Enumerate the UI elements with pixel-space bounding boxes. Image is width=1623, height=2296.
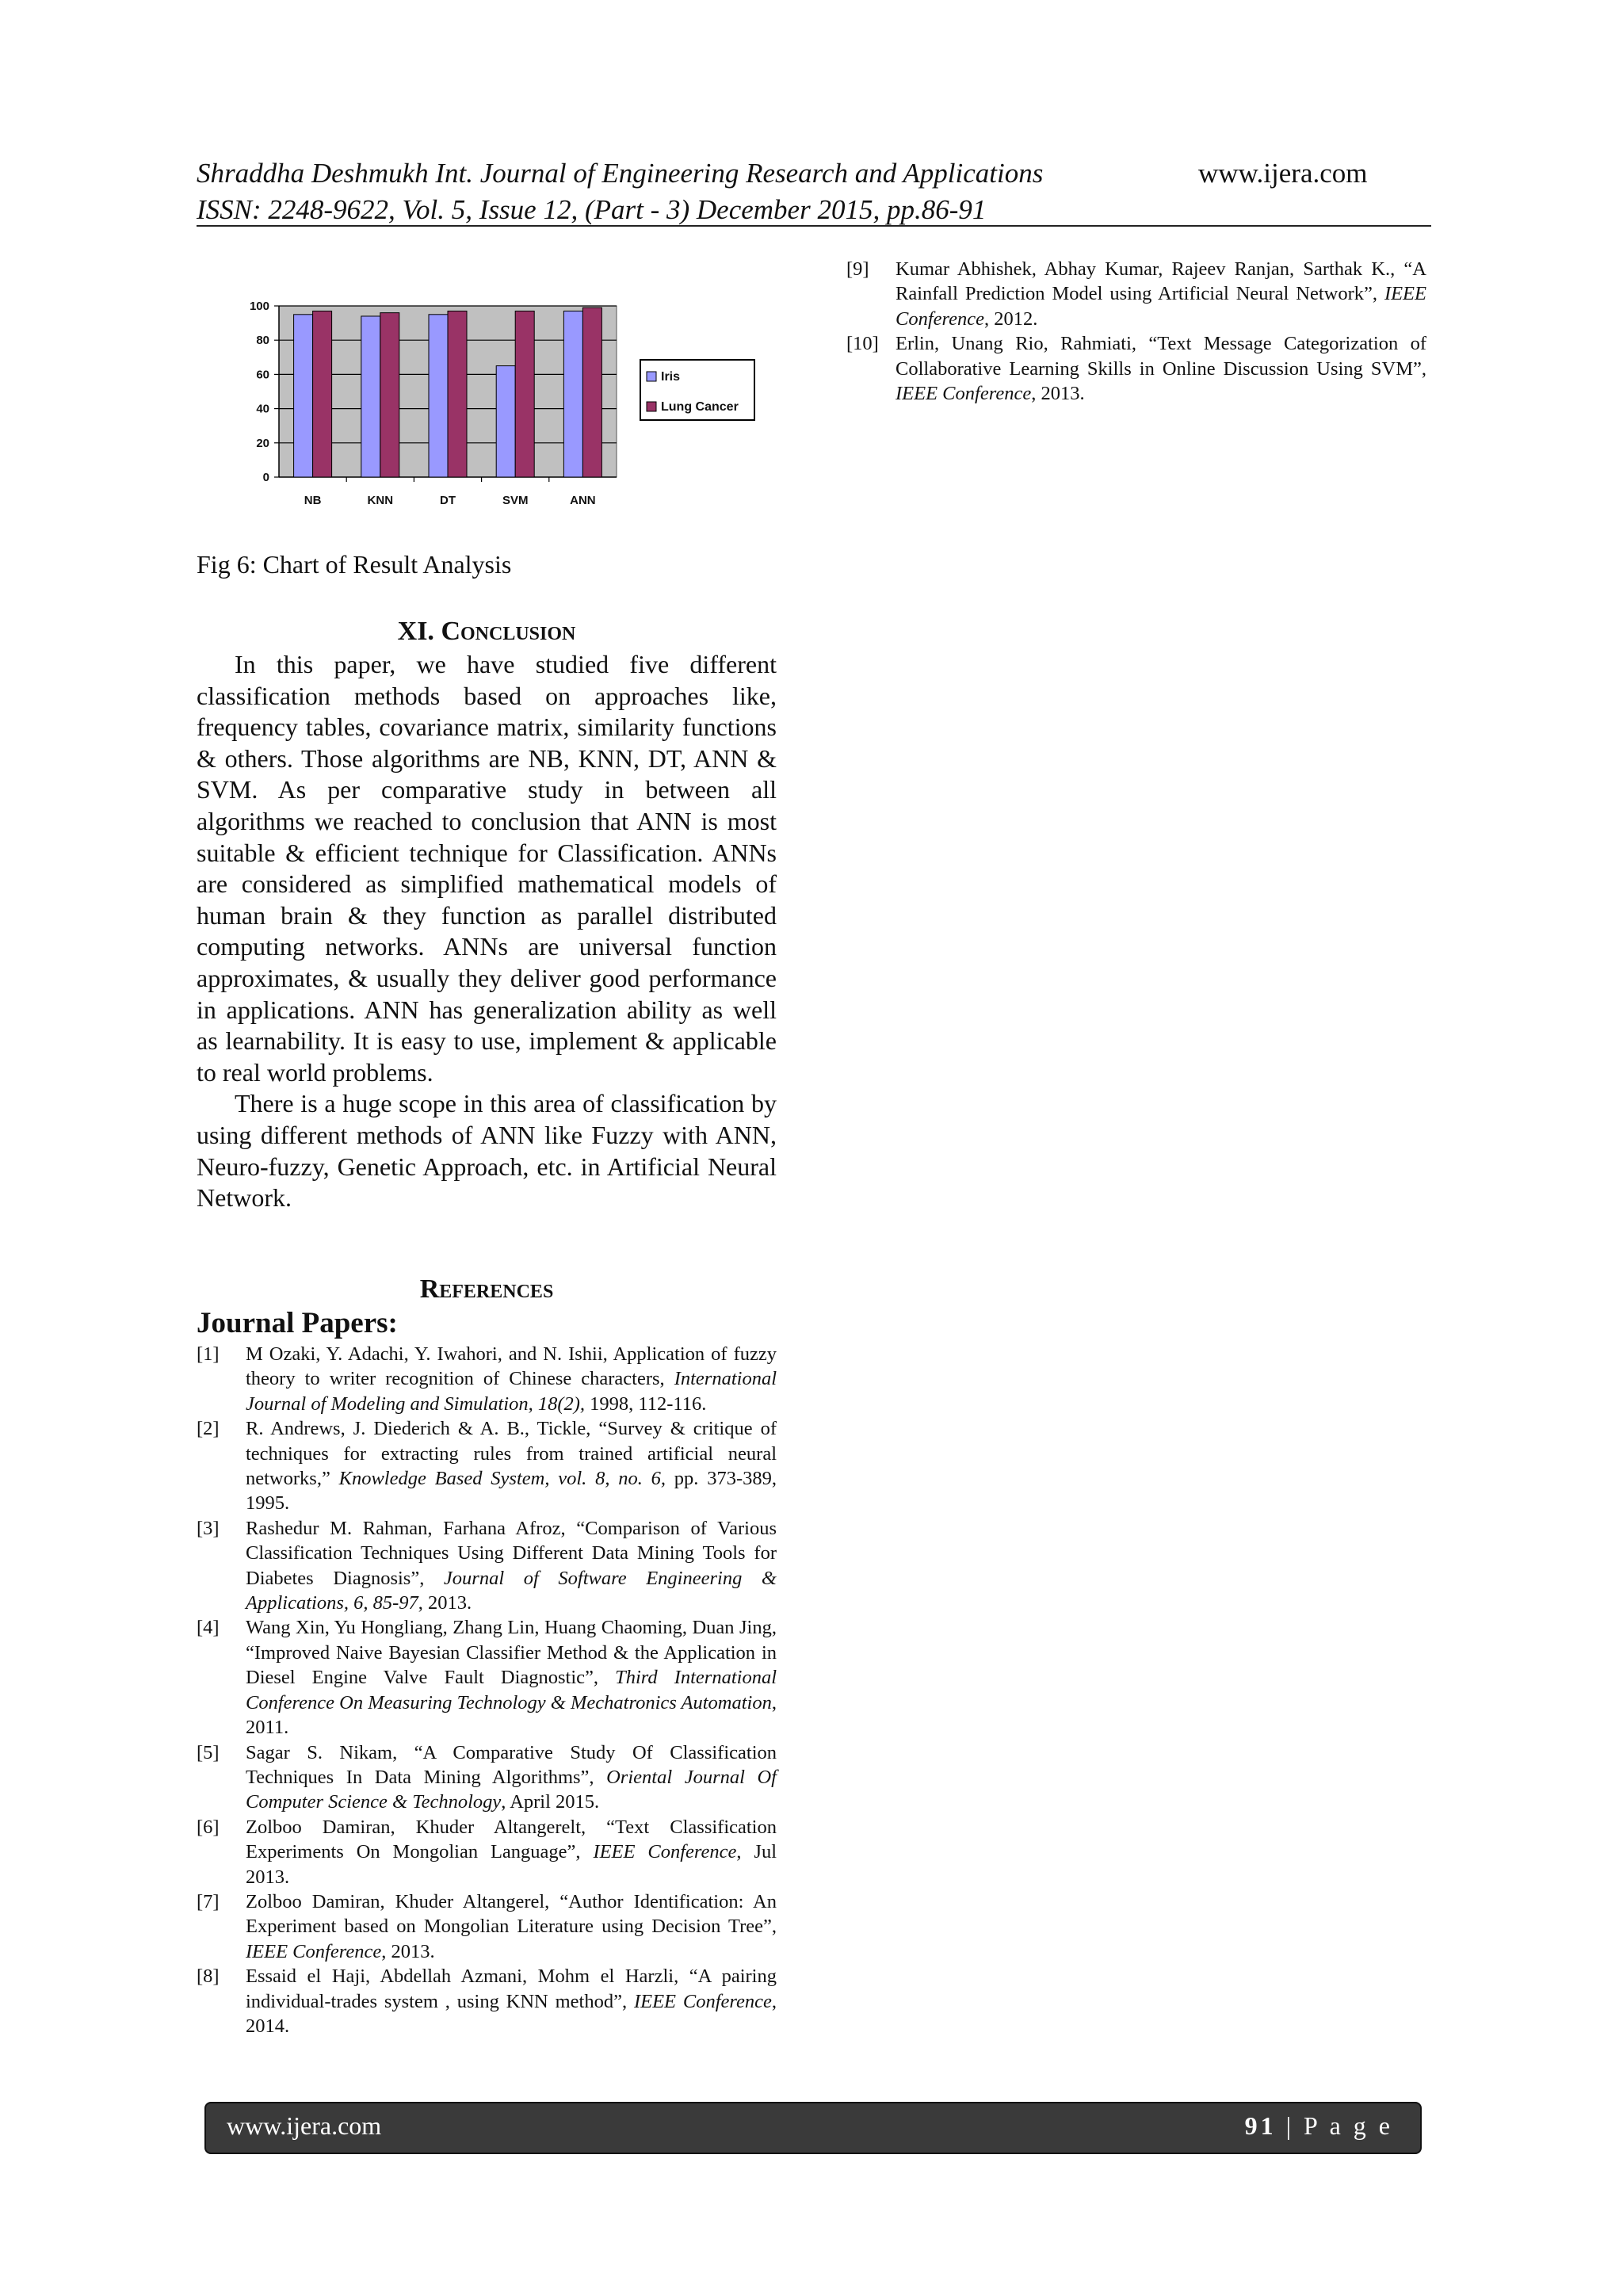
reference-text-main: R. Andrews, J. Diederich & A. B., Tickle, “Survey & critique of techniques for extracting rules from trained artificial neural networks,” [246, 1418, 777, 1490]
reference-item [197, 1342, 777, 1416]
reference-details: , April 2015. [501, 1791, 600, 1813]
reference-source: IEEE Conference [896, 383, 1032, 405]
bar-lung-cancer-dt [448, 311, 467, 477]
reference-text-main: Sagar S. Nikam, “A Comparative Study Of Classification Techniques In Data Mining Algorithms”, [246, 1741, 777, 1788]
reference-number: [9] [846, 258, 869, 280]
y-tick-label: 40 [256, 402, 269, 416]
conclusion-paragraph-1: In this paper, we have studied five different classification methods based on approaches like, frequency tables, covariance matrix, similarity functions & others. Those algorithms are NB, KNN, DT, ANN & SVM. As per comparative study in between all algorithms we reached to conclusion that ANN is most suitable & efficient technique for Classification. ANNs are considered as simplified mathematical models of human brain & they function as parallel distributed computing networks. ANNs are universal function approximates, & usually they deliver good performance in applications. ANN has generalization ability as well as learnability. It is easy to use, implement & applicable to real world problems. [197, 650, 777, 1087]
reference-details: , 2013. [1031, 383, 1085, 405]
reference-source: IEEE Conference [633, 1990, 772, 2012]
reference-details: , 2013. [418, 1592, 472, 1614]
y-tick-label: 20 [256, 436, 269, 450]
reference-text [246, 1964, 777, 2038]
legend-label: Lung Cancer [661, 400, 739, 414]
reference-details: , 2014. [246, 1990, 777, 2037]
reference-item [197, 1964, 777, 2038]
header-issn-line: ISSN: 2248-9622, Vol. 5, Issue 12, (Part - 3) December 2015, pp.86-91 [197, 194, 987, 225]
reference-item [197, 1615, 777, 1740]
reference-number: [8] [197, 1966, 220, 1988]
result-analysis-chart [214, 293, 769, 523]
reference-text-main: M Ozaki, Y. Adachi, Y. Iwahori, and N. Ishii, Application of fuzzy theory to writer recognition of Chinese characters, [246, 1343, 777, 1390]
reference-item [197, 1815, 777, 1889]
bar-iris-svm [496, 366, 515, 477]
reference-number: [1] [197, 1343, 220, 1365]
x-tick-label: KNN [367, 494, 394, 507]
reference-number: [10] [846, 333, 879, 355]
header-rule [197, 225, 1431, 227]
reference-source: Third International Conference On Measuring Technology & Mechatronics Automation [246, 1667, 777, 1713]
reference-text [246, 1615, 777, 1740]
footer-page-number [1245, 2111, 1393, 2141]
reference-source: Journal of Software Engineering & Applications, 6, 85-97 [246, 1567, 777, 1614]
y-tick-label: 100 [249, 300, 269, 313]
reference-number: [5] [197, 1741, 220, 1763]
reference-source: IEEE Conference [246, 1940, 382, 1962]
footer-bar [204, 2102, 1422, 2154]
reference-text-main: Zolboo Damiran, Khuder Altangerelt, “Text Classification Experiments On Mongolian Language”, [246, 1816, 777, 1863]
reference-text [246, 1516, 777, 1616]
x-tick-label: NB [304, 494, 322, 507]
conclusion-paragraph-2: There is a huge scope in this area of classification by using different methods of ANN like Fuzzy with ANN, Neuro-fuzzy, Genetic Approach, etc. in Artificial Neural Network. [197, 1089, 777, 1213]
reference-text [896, 257, 1426, 331]
y-tick-label: 80 [256, 334, 269, 348]
reference-details: , Jul 2013. [246, 1841, 777, 1888]
reference-text-main: Kumar Abhishek, Abhay Kumar, Rajeev Ranjan, Sarthak K., “A Rainfall Prediction Model using Artificial Neural Network”, [896, 258, 1426, 305]
reference-number: [3] [197, 1517, 220, 1539]
reference-item [846, 331, 1426, 406]
reference-details: 1998, 112-116. [585, 1392, 707, 1415]
reference-source: International Journal of Modeling and Simulation, 18(2), [246, 1368, 777, 1415]
reference-item [197, 1416, 777, 1516]
page-label: | P a g e [1276, 2111, 1393, 2140]
conclusion-body [197, 649, 777, 1214]
reference-text-main: Zolboo Damiran, Khuder Altangerel, “Author Identification: An Experiment based on Mongolian Literature using Decision Tree”, [246, 1890, 777, 1938]
reference-text [246, 1815, 777, 1889]
reference-details: , 2012. [984, 308, 1038, 330]
legend-swatch [647, 402, 656, 411]
figure-caption: Fig 6: Chart of Result Analysis [197, 550, 512, 579]
reference-number: [7] [197, 1890, 220, 1912]
reference-text-main: Essaid el Haji, Abdellah Azmani, Mohm el Harzli, “A pairing individual-trades system , using KNN method”, [246, 1966, 777, 2012]
conclusion-heading [197, 617, 777, 647]
header-journal-line: Shraddha Deshmukh Int. Journal of Engineering Research and Applications [197, 158, 1044, 189]
bar-lung-cancer-ann [582, 308, 601, 477]
bar-iris-knn [361, 316, 380, 477]
reference-number: [4] [197, 1617, 220, 1639]
x-tick-label: DT [440, 494, 456, 507]
bar-lung-cancer-knn [380, 313, 399, 477]
conclusion-title: Conclusion [441, 617, 576, 646]
header-website[interactable]: www.ijera.com [1198, 158, 1368, 189]
footer-website[interactable]: www.ijera.com [227, 2111, 382, 2140]
reference-number: [2] [197, 1418, 220, 1440]
reference-list-right [846, 257, 1426, 406]
reference-list-left [197, 1342, 777, 2038]
reference-source: Oriental Journal Of Computer Science & Technology [246, 1766, 777, 1813]
reference-text [896, 331, 1426, 406]
reference-details: pp. 373-389, 1995. [246, 1468, 777, 1515]
reference-details: , 2011. [246, 1691, 777, 1739]
y-tick-label: 0 [262, 471, 269, 484]
reference-item [197, 1740, 777, 1815]
reference-text [246, 1416, 777, 1516]
bar-lung-cancer-svm [515, 311, 534, 477]
x-tick-label: SVM [502, 494, 529, 507]
reference-number: [6] [197, 1816, 220, 1838]
reference-text-main: Erlin, Unang Rio, Rahmiati, “Text Message Categorization of Collaborative Learning Skills in Online Discussion Using SVM”, [896, 333, 1426, 380]
reference-text [246, 1342, 777, 1416]
references-heading: References [419, 1274, 554, 1304]
bar-iris-dt [429, 315, 448, 477]
reference-item [846, 257, 1426, 331]
bar-iris-nb [294, 315, 313, 477]
bar-lung-cancer-nb [313, 311, 332, 477]
journal-papers-heading: Journal Papers: [197, 1307, 398, 1339]
reference-text [246, 1740, 777, 1815]
x-tick-label: ANN [570, 494, 596, 507]
reference-text-main: Rashedur M. Rahman, Farhana Afroz, “Comparison of Various Classification Techniques Using Different Data Mining Tools for Diabetes Diagnosis”, [246, 1517, 777, 1589]
reference-source: Knowledge Based System, vol. 8, no. 6, [338, 1468, 666, 1490]
conclusion-number: XI. [397, 617, 441, 646]
reference-item [197, 1516, 777, 1616]
reference-text-main: Wang Xin, Yu Hongliang, Zhang Lin, Huang Chaoming, Duan Jing, “Improved Naive Bayesian Classifier Method & the Application in Diesel Engine Valve Fault Diagnostic”, [246, 1617, 777, 1689]
reference-details: , 2013. [381, 1940, 435, 1962]
bar-iris-ann [563, 311, 582, 477]
page-number: 91 [1244, 2111, 1277, 2140]
legend-swatch [647, 372, 656, 381]
legend-label: Iris [661, 370, 681, 384]
reference-item [197, 1889, 777, 1964]
reference-source: IEEE Conference [896, 283, 1426, 330]
reference-source: IEEE Conference [593, 1841, 737, 1863]
y-tick-label: 60 [256, 368, 269, 382]
reference-text [246, 1889, 777, 1964]
